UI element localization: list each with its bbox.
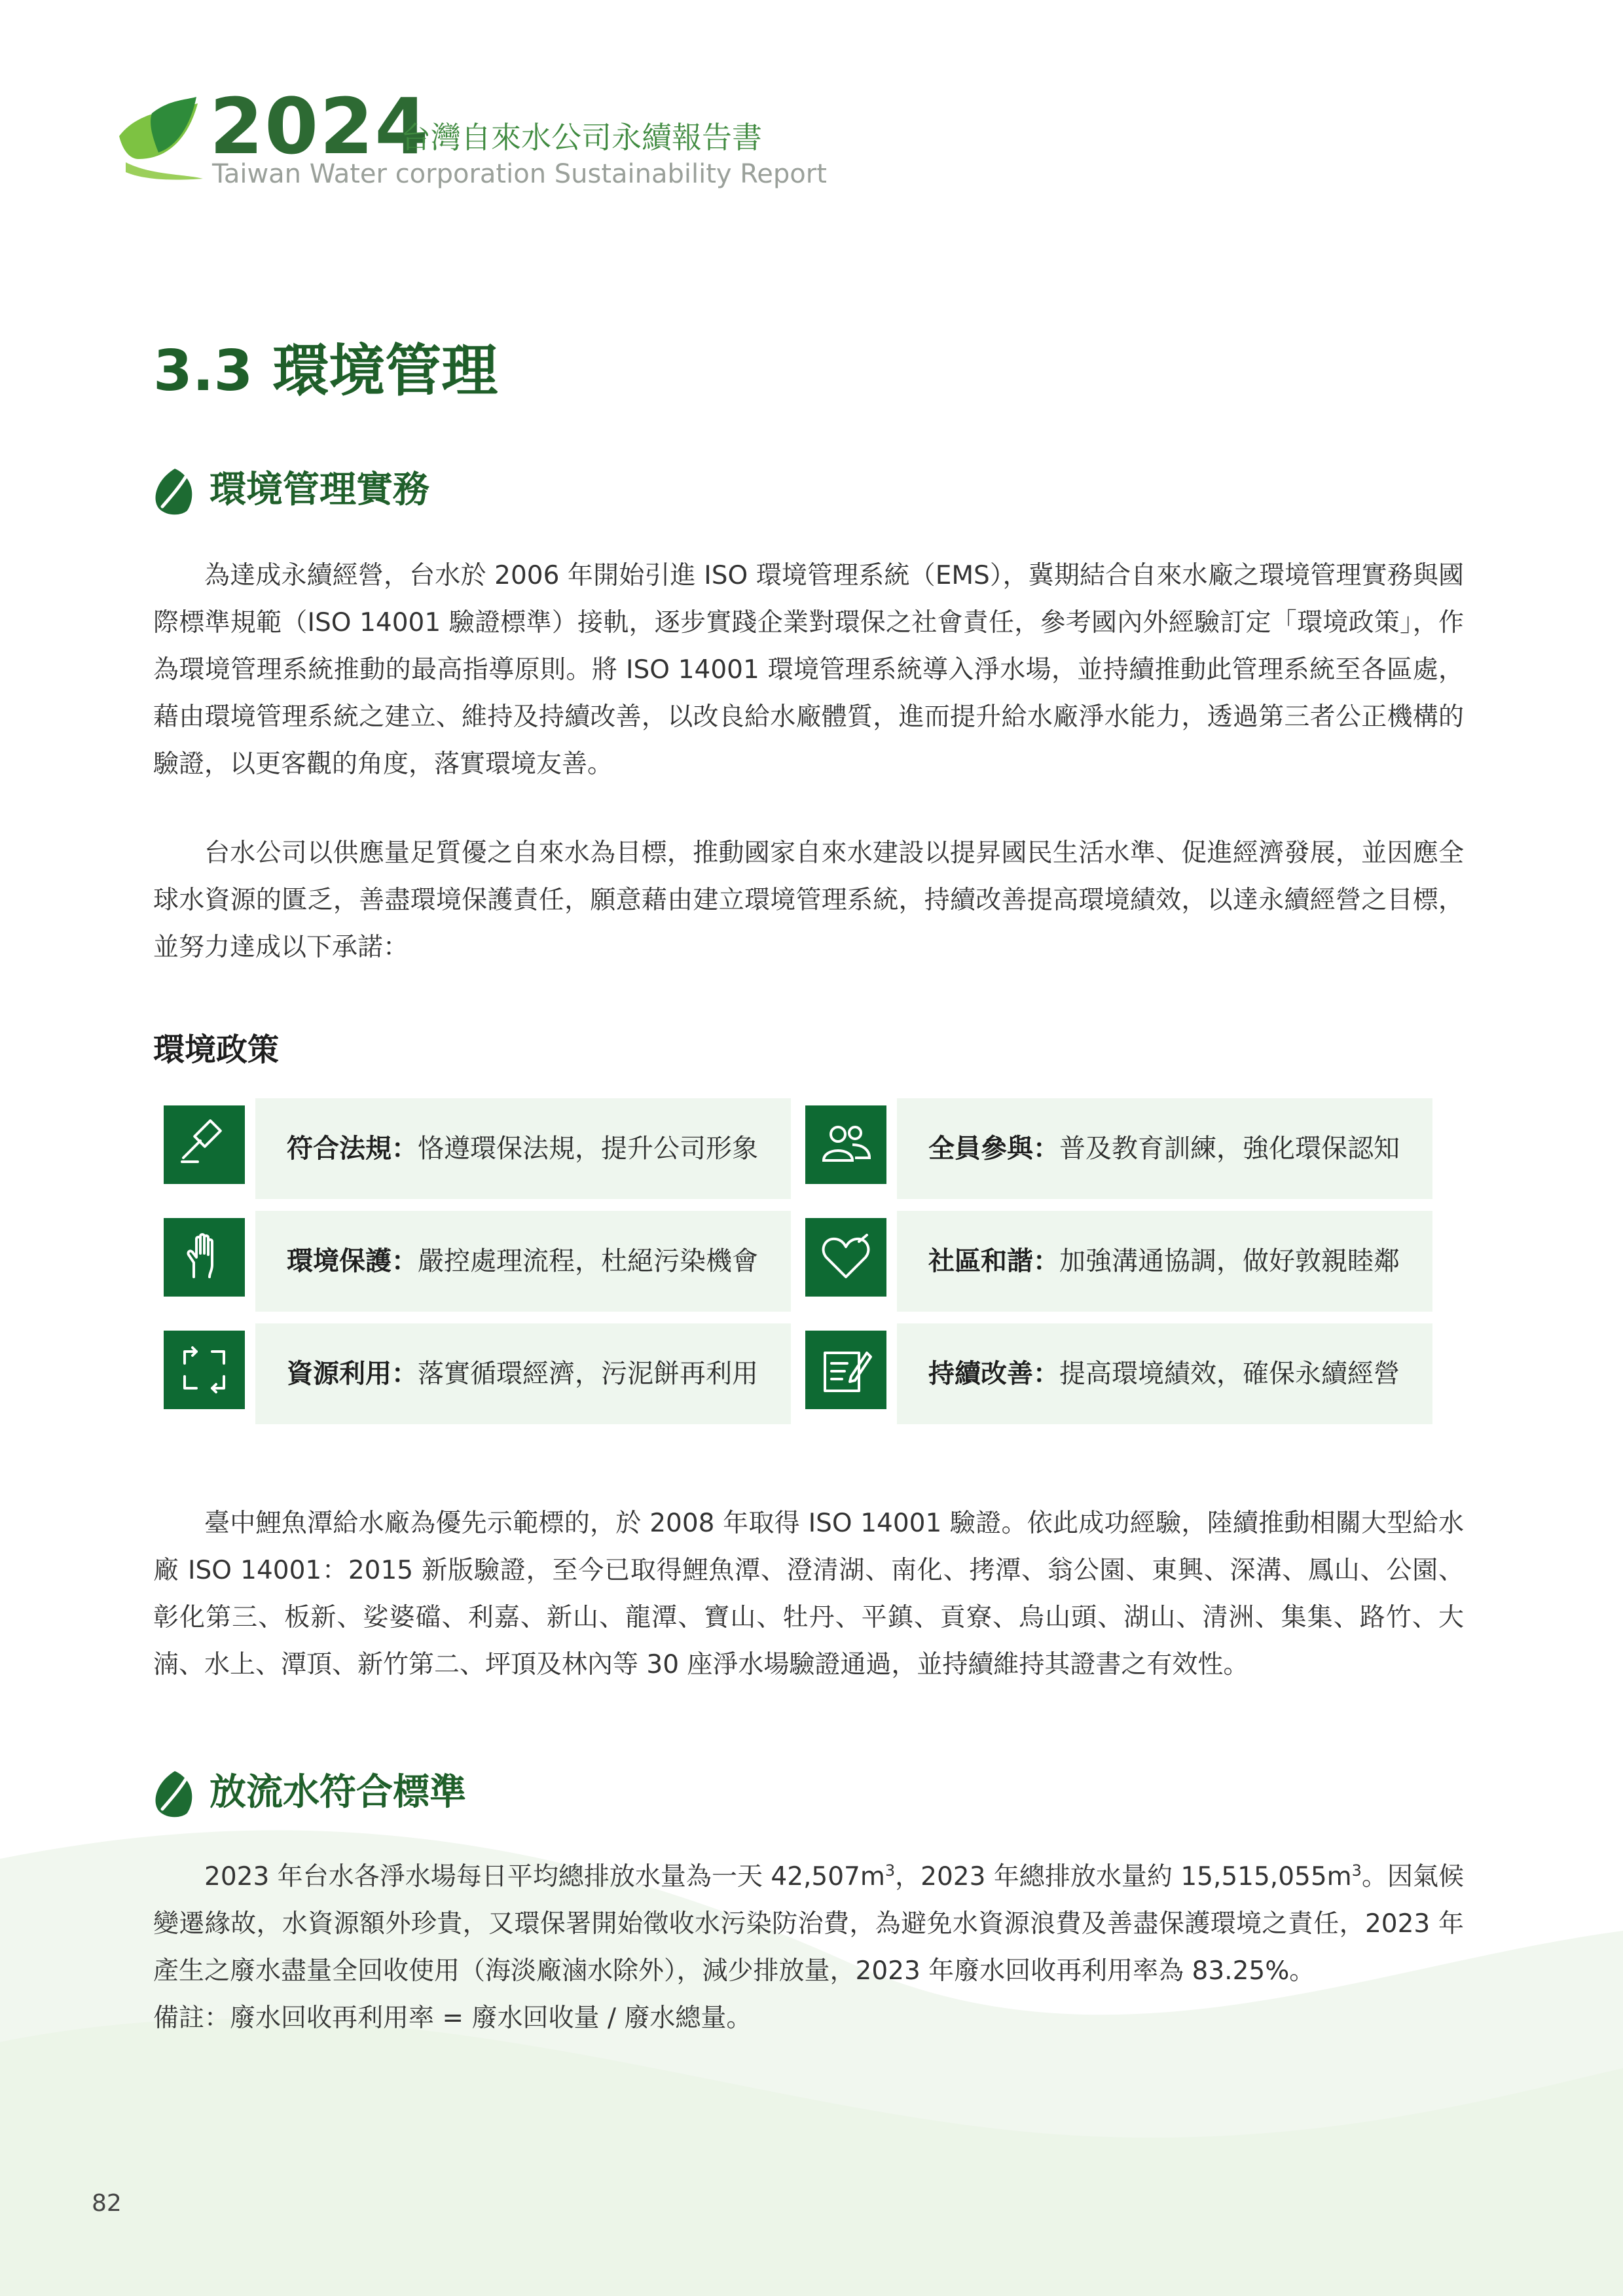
discharge-heading-text: 放流水符合標準 [210,1771,466,1814]
policy-text: 恪遵環保法規，提升公司形象 [418,1134,758,1164]
policy-item-improvement [805,1323,1432,1424]
policy-item-compliance [164,1098,791,1199]
leaf-icon [153,1770,196,1820]
policy-title: 持續改善： [928,1359,1059,1389]
page-number: 82 [92,2190,122,2217]
leaf-logo-icon [113,97,204,182]
report-year: 2024 [210,81,430,171]
gavel-icon [178,1119,230,1171]
ems-heading-text: 環境管理實務 [210,469,429,511]
section-title: 3.3 環境管理 [153,338,498,404]
discharge-note-text: 備註：廢水回收再利用率 = 廢水回收量 / 廢水總量。 [153,2003,752,2033]
policy-item-protection [164,1211,791,1312]
iso-paragraph [153,1500,1464,1689]
iso-paragraph-text: 臺中鯉魚潭給水廠為優先示範標的，於 2008 年取得 ISO 14001 驗證。依此成功經驗，陸續推動相關大型給水廠 ISO 14001：2015 新版驗證，至今已取得鯉魚潭、澄清湖、南化、拷潭、翁公園、東興、深溝、鳳山、公園、彰化第三、板新、娑婆礑、利嘉、新山、龍潭、寶山、牡丹、平鎮、貢寮、烏山頭、湖山、清洲、集集、路竹、大湳、水上、潭頂、新竹第二、坪頂及林內等 30 座淨水場驗證通過，並持續維持其證書之有效性。 [153,1509,1464,1679]
hand-icon [178,1231,230,1283]
policy-item-community [805,1211,1432,1312]
ems-paragraph-1 [153,552,1464,788]
policy-title: 全員參與： [928,1134,1059,1164]
policy-title: 環境保護： [287,1246,418,1276]
policy-title: 社區和諧： [928,1246,1059,1276]
ems-paragraph-2 [153,830,1464,971]
policy-item-resources [164,1323,791,1424]
discharge-paragraph [153,1854,1464,1995]
policy-text: 普及教育訓練，強化環保認知 [1059,1134,1400,1164]
policy-text: 提高環境績效，確保永續經營 [1059,1359,1400,1389]
report-header [113,81,898,195]
policy-heading: 環境政策 [153,1031,280,1068]
report-title-en: Taiwan Water corporation Sustainability Report [212,159,827,189]
ems-paragraph-2-text: 台水公司以供應量足質優之自來水為目標，推動國家自來水建設以提昇國民生活水準、促進經濟發展，並因應全球水資源的匱乏，善盡環境保護責任，願意藉由建立環境管理系統，持續改善提高環境績效，以達永續經營之目標，並努力達成以下承諾： [153,838,1464,962]
policy-title: 符合法規： [287,1134,418,1164]
ems-paragraph-1-text: 為達成永續經營，台水於 2006 年開始引進 ISO 環境管理系統（EMS），冀期結合自來水廠之環境管理實務與國際標準規範（ISO 14001 驗證標準）接軌，逐步實踐企業對環保之社會責任，參考國內外經驗訂定「環境政策」，作為環境管理系統推動的最高指導原則。將 ISO 14001 環境管理系統導入淨水場，並持續推動此管理系統至各區處，藉由環境管理系統之建立、維持及持續改善，以改良給水廠體質，進而提升給水廠淨水能力，透過第三者公正機構的驗證，以更客觀的角度，落實環境友善。 [153,561,1464,779]
policy-title: 資源利用： [287,1359,418,1389]
heart-icon [820,1231,872,1283]
discharge-note [153,1995,1464,2042]
report-title-zh: 台灣自來水公司永續報告書 [401,120,762,155]
policy-item-participation [805,1098,1432,1199]
policy-text: 加強溝通協調，做好敦親睦鄰 [1059,1246,1400,1276]
policy-text: 落實循環經濟，污泥餅再利用 [418,1359,758,1389]
discharge-paragraph-text: 2023 年台水各淨水場每日平均總排放水量為一天 $42,507m^3$，2023 年總排放水量約 $15,515,055m^3$。因氣候變遷緣故，水資源額外珍貴，又環保署開始徵收水污染防治費，為避免水資源浪費及善盡保護環境之責任，2023 年產生之廢水盡量全回收使用（海淡廠滷水除外），減少排放量，2023 年廢水回收再利用率為 83.25%。 [153,1861,1464,1986]
policy-text: 嚴控處理流程，杜絕污染機會 [418,1246,758,1276]
document-edit-icon [820,1344,872,1396]
recycle-icon [178,1344,230,1396]
leaf-icon [153,467,196,517]
people-icon [820,1119,872,1171]
